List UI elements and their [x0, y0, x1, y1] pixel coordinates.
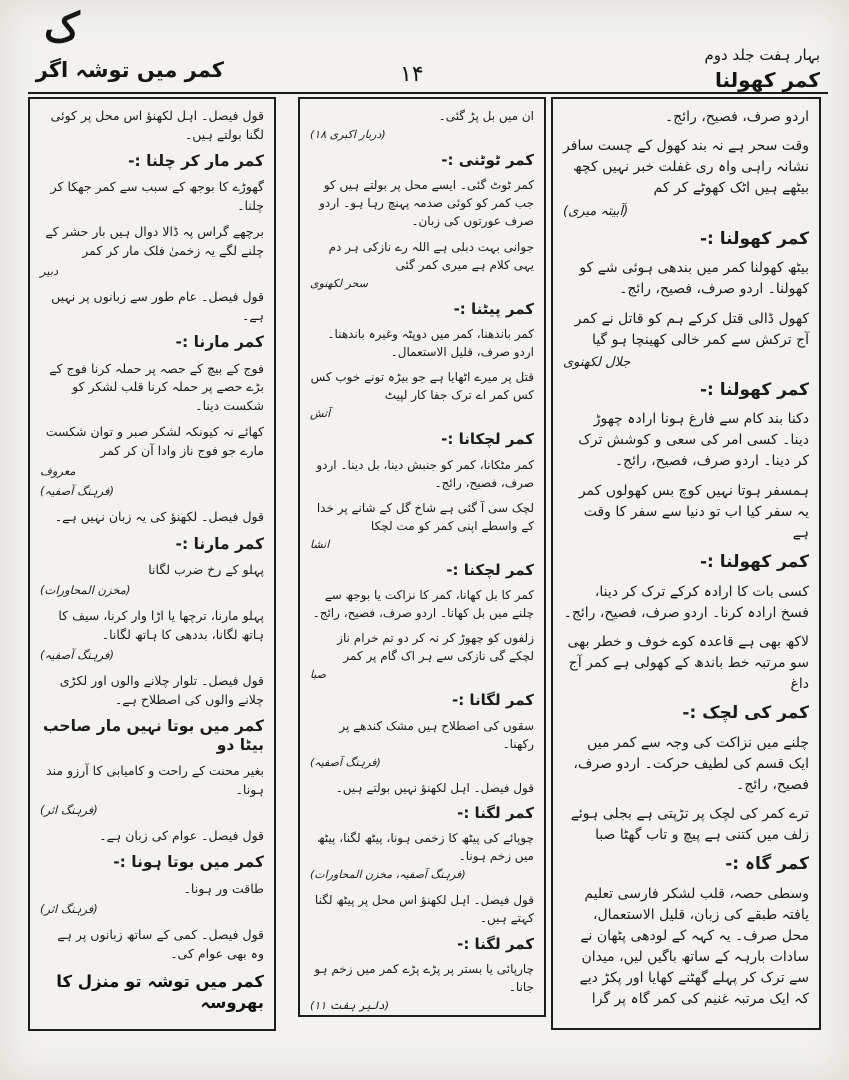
headword: کمر لگنا :- — [457, 934, 534, 953]
source-citation: (فرہنگ آصفیہ) — [40, 484, 114, 499]
headword-final: کمر میں توشہ تو منزل کا بھروسہ — [56, 971, 264, 1012]
entry-text: کمر ٹوٹ گئی۔ ایسے محل پر بولتے ہیں کو جب کمر کو کوئی صدمہ پہنچ رہا ہو۔ اردو صرف عورتوں کی زبان۔ — [319, 178, 534, 229]
headword: کمر پیٹنا :- — [453, 299, 534, 318]
headword: کمر لگنا :- — [457, 804, 534, 822]
right-running-head: کمر کھولنا — [715, 68, 820, 92]
source-citation: (فرہنگ اثر) — [40, 803, 98, 817]
headword: کمر مارنا :- — [175, 333, 264, 352]
headword: کمر ٹوٹنی :- — [441, 151, 534, 170]
verdict-text: قول فیصل۔ کمی کے ساتھ زبانوں پر ہے وہ بھی عوام کی۔ — [57, 926, 264, 961]
verdict-text: قول فیصل۔ اہل لکھنؤ نہیں بولتے ہیں۔ — [335, 780, 534, 795]
source-citation: (فرہنگ آصفیہ) — [310, 755, 381, 769]
headword: کمر کھولنا :- — [699, 228, 809, 249]
entry-text: بغیر محنت کے راحت و کامیابی کا آرزو مند ہونا۔ — [46, 763, 264, 797]
column-right — [551, 97, 821, 1030]
verdict-text: قول فیصل۔ اہل لکھنؤ اس محل پر پیٹھ لگنا کہتے ہیں۔ — [314, 893, 534, 926]
left-running-head: کمر میں توشہ اگر — [35, 58, 224, 82]
verse: کھائے نہ کیونکہ لشکر صبر و توان شکست مارے جو فوج ناز وادا آن کر کمر — [45, 424, 264, 458]
headword: کمر میں بوتا نہیں مار صاحب بیٹا دو — [43, 717, 264, 754]
column-middle — [298, 97, 546, 1017]
source-citation: دبیر — [40, 264, 59, 279]
header-rule — [28, 92, 828, 94]
entry-text: بیٹھ کھولنا کمر میں بندھی ہوئی شے کو کھولنا۔ اردو صرف، فصیح، رائج۔ — [579, 260, 809, 298]
headword: کمر مارنا :- — [175, 534, 264, 553]
verdict-text: قول فیصل۔ تلوار چلانے والوں اور لکڑی چلانے والوں کی اصطلاح ہے۔ — [59, 673, 264, 707]
verse: وقت سحر ہے نہ بند کھول کے چست سافر نشانہ راہی واہ ری غفلت خبر نہیں کچھ بیٹھے ہیں اٹک کھوٹے کر کم — [563, 138, 809, 197]
verse: کھول ڈالی قتل کرکے ہم کو قاتل نے کمر آج ترکش سے کمر خالی کھینچا ہو گیا — [574, 310, 809, 348]
entry-text: دکنا بند کام سے فارغ ہونا ارادہ چھوڑ دینا۔ کسی امر کی سعی و کوشش ترک کر دینا۔ اردو صرف، فصیح، رائج۔ — [578, 411, 809, 470]
entry-text: کمر کا بل کھانا، کمر کا نزاکت یا بوجھ سے چلنے میں بل کھانا۔ اردو صرف، فصیح، رائج۔ — [312, 588, 534, 621]
source-citation: صبا — [310, 668, 327, 682]
source-citation: معروف — [40, 464, 76, 479]
source-citation: (مخزن المحاورات) — [40, 583, 131, 597]
verse: جوانی بہت دبلی ہے اللہ رے نازکی ہر دم یہی کلام ہے میری کمر گئی — [328, 239, 534, 272]
headword: کمر کھولنا :- — [699, 552, 809, 573]
entry-text: گھوڑے کا بوجھ کے سبب سے کمر جھکا کر چلنا۔ — [50, 179, 264, 213]
entry-text: چوپائے کی پیٹھ کا زخمی ہونا، پیٹھ لگنا، پیٹھ میں زخم ہونا۔ — [317, 831, 534, 864]
page-number: ۱۴ — [400, 62, 424, 87]
verse: لچک سی آ گئی ہے شاخ گل کے شانے پر خدا کے واسطے اپنی کمر کو مت لچکا — [316, 500, 534, 533]
headword: کمر میں بوتا ہونا :- — [113, 853, 264, 872]
entry-text: پہلو مارنا، ترچھا یا اڑا وار کرنا، سیف کا ہاتھ لگانا، بددھی کا ہاتھ لگانا۔ — [58, 608, 264, 642]
entry-text: کسی بات کا ارادہ کرکے ترک کر دینا، فسخ ارادہ کرنا۔ اردو صرف، فصیح، رائج۔ — [563, 583, 809, 621]
source-citation: (فرہنگ آصفیہ) — [40, 648, 114, 662]
verdict-text: قول فیصل۔ اہل لکھنؤ اس محل پر کوئی لگنا بولتے ہیں۔ — [50, 108, 264, 142]
entry-text: کمر باندھنا، کمر میں دوپٹہ وغیرہ باندھنا۔ اردو صرف، قلیل الاستعمال۔ — [327, 326, 534, 359]
book-title: بہار ہفت جلد دوم — [704, 46, 820, 64]
verdict-text: قول فیصل۔ لکھنؤ کی یہ زبان نہیں ہے۔ — [54, 509, 264, 525]
entry-text: اردو صرف، فصیح، رائج۔ — [664, 109, 809, 125]
source-citation: (دلبر ہفت ۱۱) — [310, 998, 389, 1012]
entry-text: چلنے میں نزاکت کی وجہ سے کمر میں ایک قسم کی لطیف حرکت۔ اردو صرف، فصیح، رائج۔ — [573, 734, 809, 793]
headword: کمر لگانا :- — [451, 691, 534, 710]
headword: کمر مار کر چلنا :- — [128, 152, 264, 170]
source-citation: (آبیتہ میری) — [563, 203, 629, 219]
entry-text: ان میں بل پڑ گئی۔ — [438, 109, 534, 123]
source-citation: انشا — [310, 537, 330, 551]
verse: برچھے گراس پہ ڈالا دوال ہیں بار حشر کے چلنے لگے یہ زخمیٰ فلک مار کر کمر — [45, 224, 264, 258]
entry-text: کمر مٹکانا، کمر کو جنبش دینا، بل دینا۔ اردو صرف، فصیح، رائج۔ — [316, 457, 534, 490]
entry-text: وسطی حصہ، قلب لشکر فارسی تعلیم یافتہ طبقے کی زبان، قلیل الاستعمال، محل صرف۔ یہ کہہ کے لودھی پٹھان نے سادات بارہہ کے ساتھ باگیں لیں، میدان سے ترک کر پہلے گھٹنے کھایا اور پکڑ دیے کہ ایک مرتبہ غنیم کی کمر گاہ پر گرا — [579, 885, 809, 1007]
headword: کمر لچکانا :- — [441, 430, 534, 449]
source-citation: آتش — [310, 407, 331, 421]
corner-letter: ک — [44, 4, 80, 51]
source-citation: جلال لکھنوی — [563, 354, 631, 370]
column-left — [28, 97, 276, 1031]
verse: ترے کمر کی لچک پر تڑپتی ہے بجلی ہوئے زلف میں کتنی ہے پیچ و تاب گھٹا صبا — [570, 806, 809, 844]
entry-text: طاقت ور ہونا۔ — [183, 880, 264, 896]
headword: کمر گاہ :- — [725, 854, 809, 875]
verdict-text: قول فیصل۔ عوام کی زبان ہے۔ — [99, 828, 264, 843]
source-citation: سحر لکھنوی — [310, 276, 368, 290]
verdict-text: قول فیصل۔ عام طور سے زبانوں پر نہیں ہے۔ — [51, 289, 264, 323]
source-citation: (دربار اکبری ۱۸) — [310, 128, 386, 142]
entry-text: سقوں کی اصطلاح ہیں مشک کندھے پر رکھنا۔ — [339, 718, 534, 751]
headword: کمر کی لچک :- — [682, 703, 809, 724]
entry-text: چارپائی یا بستر پر پڑے پڑے کمر میں زخم ہو جانا۔ — [314, 961, 534, 994]
verse: ہمسفر ہوتا نہیں کوچ بس کھولوں کمر یہ سفر کیا اب تو دنیا سے سفر کا وقت ہے — [578, 482, 809, 541]
verse: قتل پر میرے اٹھایا ہے جو بیڑہ تونے خوب کس کس کمر اے ترک جفا کار لپیٹ — [310, 370, 534, 403]
source-citation: (فرہنگ اثر) — [40, 901, 98, 916]
entry-text: پہلو کے رخ ضرب لگانا — [148, 561, 264, 577]
verse: زلفوں کو چھوڑ کر نہ کر دو تم خرام ناز لچکے گی نازکی سے ہر اک گام پر کمر — [337, 631, 534, 664]
entry-text: فوج کے بیچ کے حصہ پر حملہ کرنا فوج کے بڑے حصے پر حملہ کرنا قلب لشکر کو شکست دینا۔ — [49, 360, 264, 413]
headword: کمر لچکنا :- — [446, 560, 534, 579]
verse: لاکھ بھی ہے قاعدہ کوے خوف و خطر بھی سو مرتبہ خط باندھ کے کھولی ہے کمر آج داغ — [567, 633, 809, 692]
headword: کمر کھولنا :- — [699, 379, 809, 400]
source-citation: (فرہنگ آصفیہ، مخزن المحاورات) — [310, 868, 466, 882]
